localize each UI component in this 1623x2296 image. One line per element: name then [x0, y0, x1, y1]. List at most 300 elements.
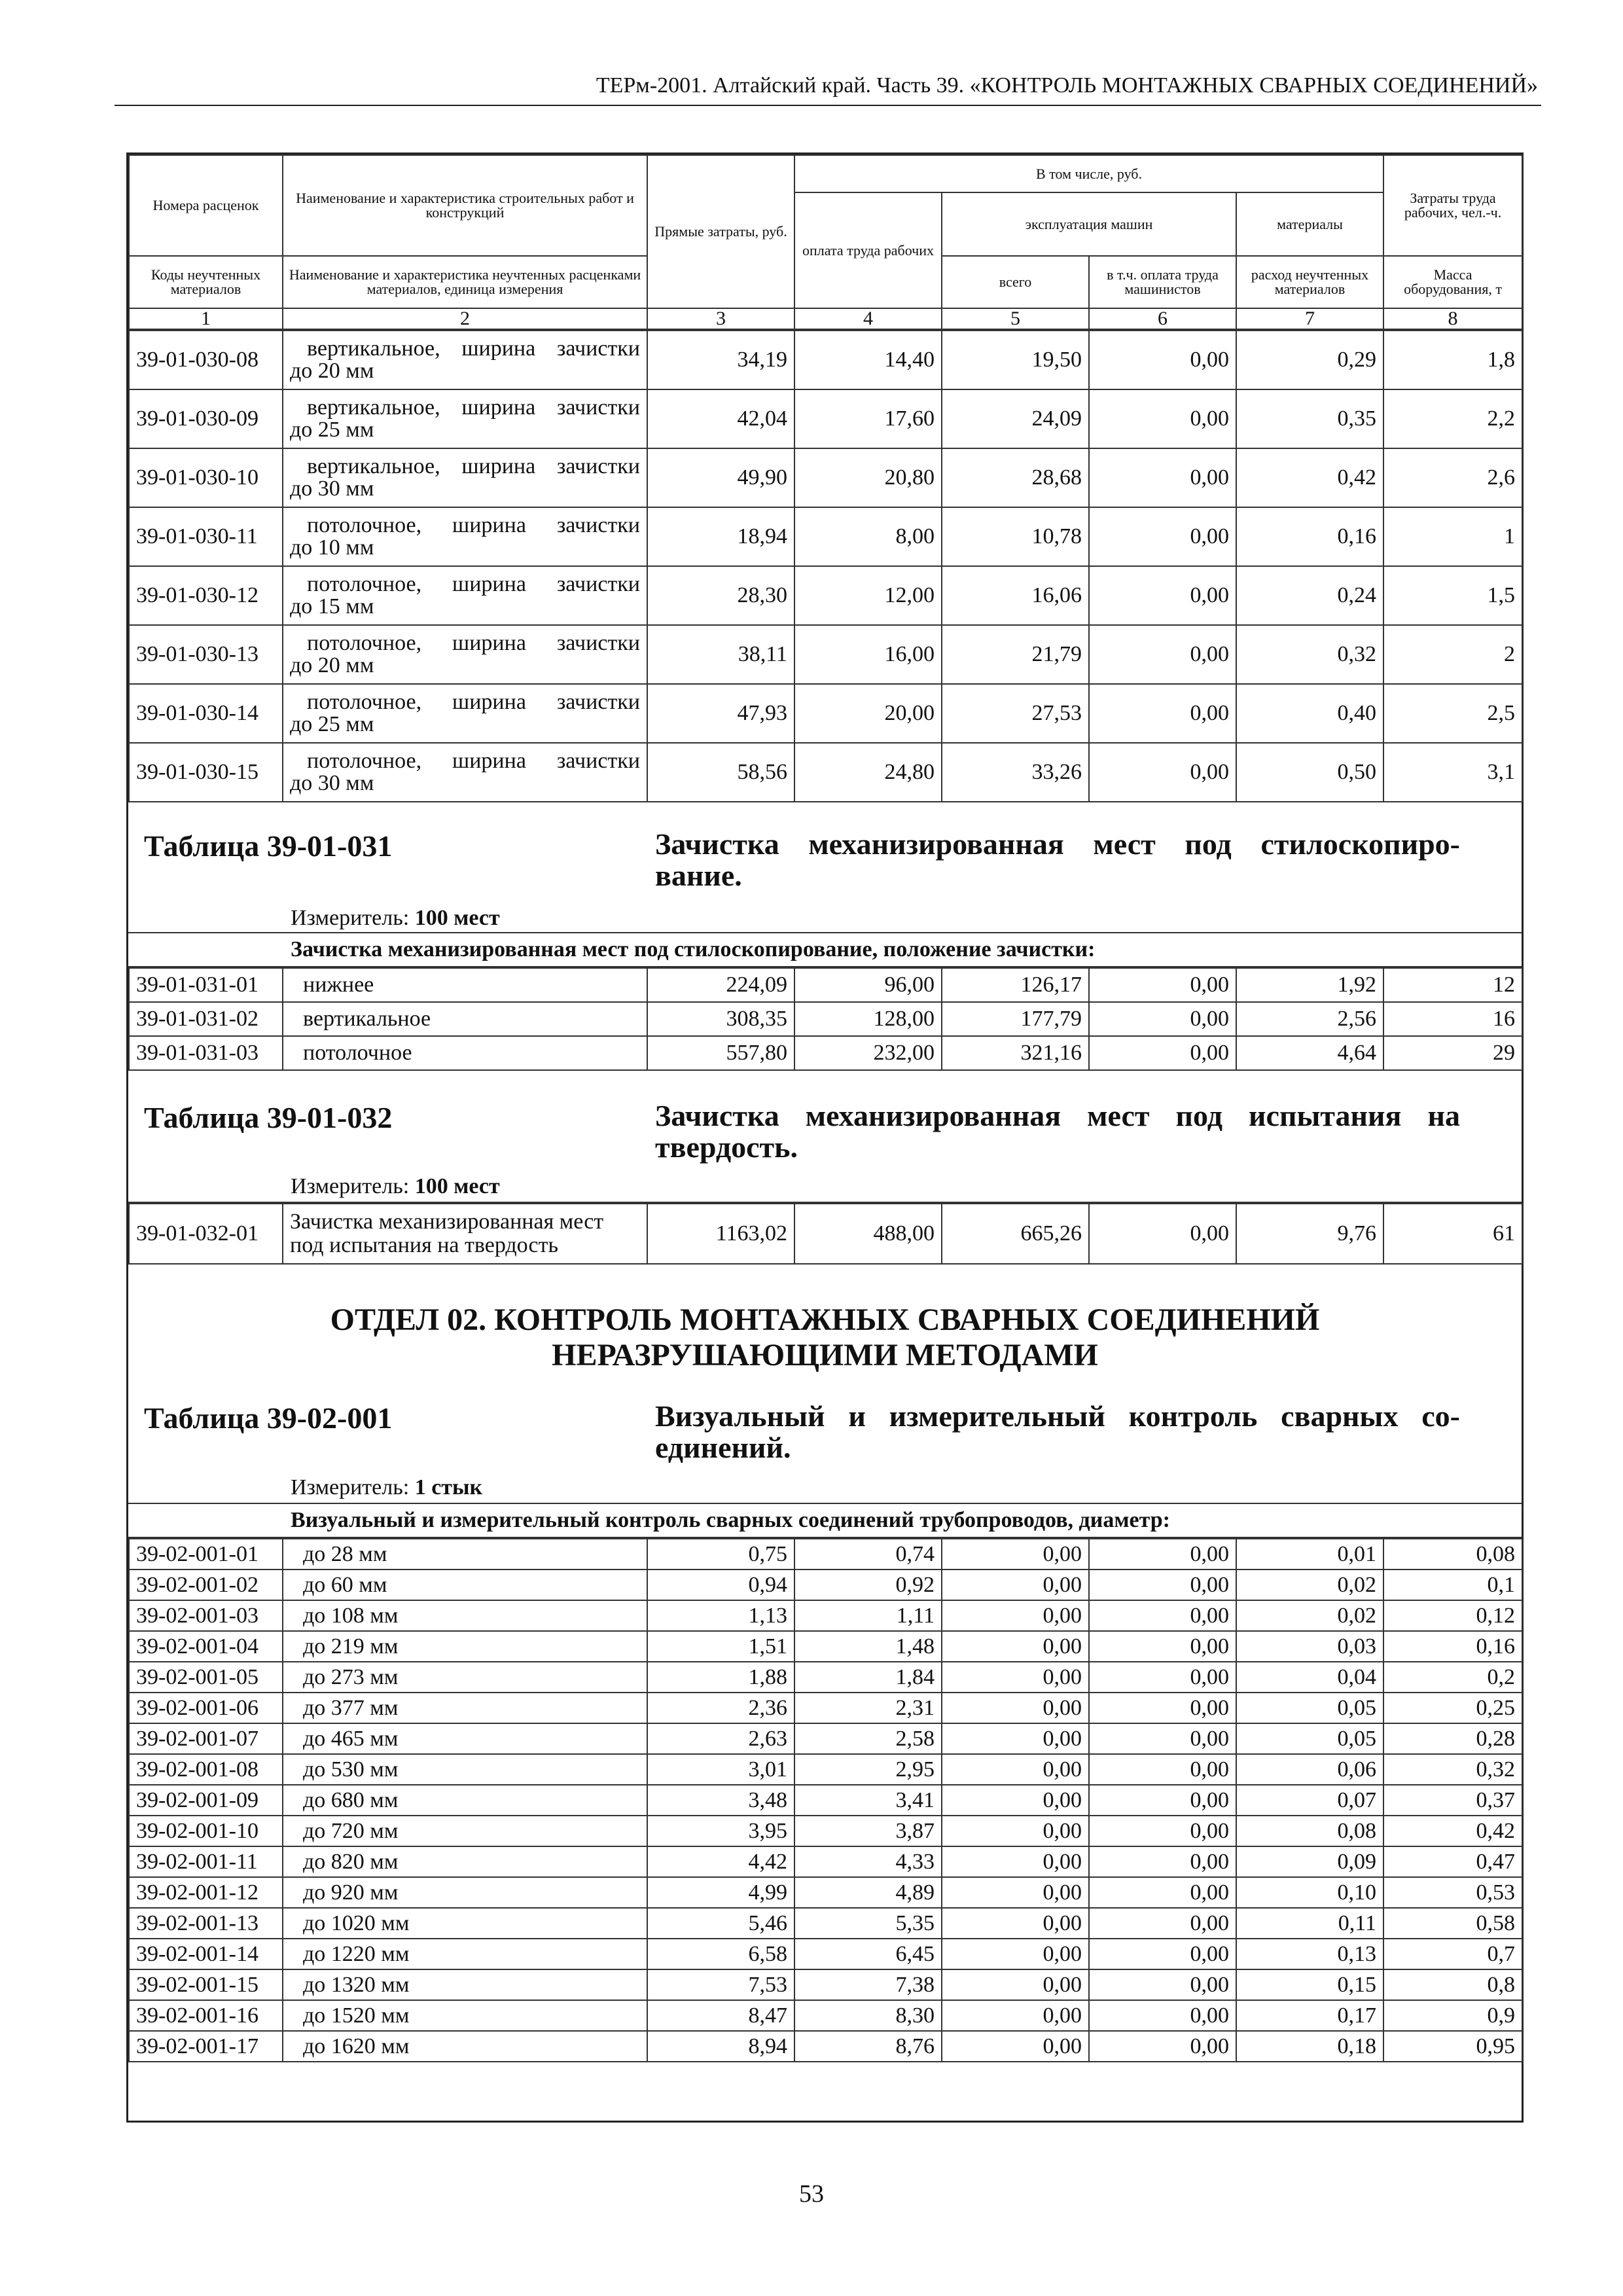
materials-consumption: 0,02 [1236, 1570, 1383, 1600]
table-row [129, 1570, 1522, 1600]
rate-description [283, 566, 647, 625]
labor-costs: 0,42 [1383, 1816, 1522, 1846]
table-row [129, 566, 1522, 625]
machines-total: 0,00 [942, 2031, 1089, 2062]
table-row [129, 507, 1522, 566]
worker-pay: 16,00 [794, 625, 942, 684]
machines-total: 21,79 [942, 625, 1089, 684]
rate-description: до 1320 мм [283, 1969, 647, 2000]
worker-pay: 3,41 [794, 1785, 942, 1816]
worker-pay: 8,00 [794, 507, 942, 566]
rate-code: 39-01-030-14 [129, 684, 283, 743]
machinist-pay: 0,00 [1089, 1908, 1236, 1939]
rate-code: 39-02-001-10 [129, 1816, 283, 1846]
machinist-pay: 0,00 [1089, 1570, 1236, 1600]
header-materials: материалы [1236, 192, 1383, 256]
header-equipment-mass: Масса оборудования, т [1383, 256, 1522, 308]
materials-consumption: 0,11 [1236, 1908, 1383, 1939]
rate-description: до 219 мм [283, 1631, 647, 1662]
worker-pay: 17,60 [794, 389, 942, 448]
materials-consumption: 0,17 [1236, 2000, 1383, 2031]
worker-pay: 20,80 [794, 448, 942, 507]
rate-code: 39-01-030-15 [129, 743, 283, 802]
machines-total: 665,26 [942, 1204, 1089, 1264]
direct-costs: 7,53 [647, 1969, 794, 2000]
worker-pay: 3,87 [794, 1816, 942, 1846]
title-line: Зачистка механизированная мест под испытания на [655, 1099, 1460, 1132]
machinist-pay: 0,00 [1089, 566, 1236, 625]
labor-costs: 61 [1383, 1204, 1522, 1264]
section-title [128, 1302, 1522, 1373]
column-number: 6 [1089, 308, 1236, 329]
rate-code: 39-01-031-03 [129, 1036, 283, 1070]
table-row [129, 389, 1522, 448]
direct-costs: 4,99 [647, 1877, 794, 1908]
labor-costs: 0,8 [1383, 1969, 1522, 2000]
machines-total: 321,16 [942, 1036, 1089, 1070]
rate-description [283, 331, 647, 389]
materials-consumption: 0,08 [1236, 1816, 1383, 1846]
description-line: вертикальное, ширина зачистки [307, 454, 640, 478]
labor-costs: 0,9 [1383, 2000, 1522, 2031]
materials-consumption: 1,92 [1236, 968, 1383, 1002]
description-line: Зачистка механизированная мест [290, 1210, 604, 1234]
description-line: до 15 мм [290, 594, 374, 619]
machines-total: 27,53 [942, 684, 1089, 743]
machinist-pay: 0,00 [1089, 1204, 1236, 1264]
rate-code: 39-02-001-17 [129, 2031, 283, 2062]
rate-code: 39-01-030-08 [129, 331, 283, 389]
description-line: потолочное, ширина зачистки [307, 572, 640, 596]
worker-pay: 1,84 [794, 1662, 942, 1693]
materials-consumption: 0,50 [1236, 743, 1383, 802]
rate-code: 39-01-030-12 [129, 566, 283, 625]
labor-costs: 0,7 [1383, 1939, 1522, 1969]
materials-consumption: 0,15 [1236, 1969, 1383, 2000]
table-row [129, 1662, 1522, 1693]
rate-code: 39-02-001-11 [129, 1846, 283, 1877]
direct-costs: 557,80 [647, 1036, 794, 1070]
machinist-pay: 0,00 [1089, 625, 1236, 684]
direct-costs: 3,95 [647, 1816, 794, 1846]
description-line: до 10 мм [290, 535, 374, 560]
materials-consumption: 0,04 [1236, 1662, 1383, 1693]
worker-pay: 4,89 [794, 1877, 942, 1908]
machinist-pay: 0,00 [1089, 331, 1236, 389]
rate-description [283, 625, 647, 684]
direct-costs: 3,48 [647, 1785, 794, 1816]
rate-description: потолочное [283, 1036, 647, 1070]
header-rule [115, 105, 1541, 106]
header-machines-total: всего [942, 256, 1089, 308]
worker-pay: 2,95 [794, 1754, 942, 1785]
rate-description: до 820 мм [283, 1846, 647, 1877]
description-line: потолочное, ширина зачистки [307, 690, 640, 714]
worker-pay: 0,92 [794, 1570, 942, 1600]
table-row [129, 684, 1522, 743]
machines-total: 24,09 [942, 389, 1089, 448]
rates-table-031 [128, 967, 1523, 1071]
materials-consumption: 0,35 [1236, 389, 1383, 448]
column-number: 5 [942, 308, 1089, 329]
machinist-pay: 0,00 [1089, 1693, 1236, 1723]
rate-code: 39-02-001-05 [129, 1662, 283, 1693]
meter-prefix: Измеритель: [291, 906, 410, 930]
column-number: 1 [129, 308, 283, 329]
machines-total: 177,79 [942, 1002, 1089, 1036]
machines-total: 33,26 [942, 743, 1089, 802]
header-machinist-pay: в т.ч. оплата труда машинистов [1089, 256, 1236, 308]
materials-consumption: 9,76 [1236, 1204, 1383, 1264]
materials-consumption: 0,05 [1236, 1693, 1383, 1723]
labor-costs: 2,2 [1383, 389, 1522, 448]
rates-table-032 [128, 1203, 1523, 1265]
rate-code: 39-02-001-09 [129, 1785, 283, 1816]
rate-description: до 377 мм [283, 1693, 647, 1723]
labor-costs: 2,5 [1383, 684, 1522, 743]
labor-costs: 0,58 [1383, 1908, 1522, 1939]
machines-total: 0,00 [942, 1693, 1089, 1723]
materials-consumption: 0,02 [1236, 1600, 1383, 1631]
worker-pay: 488,00 [794, 1204, 942, 1264]
materials-consumption: 0,13 [1236, 1939, 1383, 1969]
column-number: 3 [647, 308, 794, 329]
header-material-codes: Коды неучтенных материалов [129, 256, 283, 308]
machines-total: 0,00 [942, 1969, 1089, 2000]
labor-costs: 0,16 [1383, 1631, 1522, 1662]
materials-consumption: 0,09 [1236, 1846, 1383, 1877]
title-line: твердость. [655, 1130, 798, 1164]
machines-total: 0,00 [942, 1785, 1089, 1816]
worker-pay: 1,48 [794, 1631, 942, 1662]
table-row [129, 1693, 1522, 1723]
page-frame [126, 152, 1524, 2123]
table-row [129, 1600, 1522, 1631]
machines-total: 16,06 [942, 566, 1089, 625]
table-row [129, 2031, 1522, 2062]
rate-description: до 920 мм [283, 1877, 647, 1908]
rate-description: до 1520 мм [283, 2000, 647, 2031]
table-row [129, 1816, 1522, 1846]
rate-code: 39-01-030-13 [129, 625, 283, 684]
machinist-pay: 0,00 [1089, 1846, 1236, 1877]
worker-pay: 4,33 [794, 1846, 942, 1877]
materials-consumption: 0,24 [1236, 566, 1383, 625]
table-row [129, 1631, 1522, 1662]
direct-costs: 28,30 [647, 566, 794, 625]
labor-costs: 12 [1383, 968, 1522, 1002]
machines-total: 0,00 [942, 1877, 1089, 1908]
machines-total: 10,78 [942, 507, 1089, 566]
machines-total: 0,00 [942, 1754, 1089, 1785]
description-line: потолочное, ширина зачистки [307, 749, 640, 773]
table-label: Таблица 39-02-001 [144, 1401, 393, 1435]
description-line: потолочное, ширина зачистки [307, 631, 640, 655]
rate-description [283, 507, 647, 566]
worker-pay: 6,45 [794, 1939, 942, 1969]
rate-code: 39-01-030-09 [129, 389, 283, 448]
machines-total: 28,68 [942, 448, 1089, 507]
title-line: единений. [655, 1431, 791, 1464]
machinist-pay: 0,00 [1089, 389, 1236, 448]
labor-costs: 0,25 [1383, 1693, 1522, 1723]
machines-total: 126,17 [942, 968, 1089, 1002]
column-number: 7 [1236, 308, 1383, 329]
rate-description: до 1020 мм [283, 1908, 647, 1939]
rate-code: 39-02-001-03 [129, 1600, 283, 1631]
rate-description [283, 684, 647, 743]
table-row [129, 1002, 1522, 1036]
labor-costs: 1,5 [1383, 566, 1522, 625]
labor-costs: 3,1 [1383, 743, 1522, 802]
header-direct-costs: Прямые затраты, руб. [647, 155, 794, 308]
table-label: Таблица 39-01-032 [144, 1101, 393, 1134]
rate-code: 39-02-001-12 [129, 1877, 283, 1908]
rate-code: 39-02-001-08 [129, 1754, 283, 1785]
labor-costs: 0,47 [1383, 1846, 1522, 1877]
rate-description [283, 389, 647, 448]
materials-consumption: 4,64 [1236, 1036, 1383, 1070]
materials-consumption: 2,56 [1236, 1002, 1383, 1036]
column-header-table [128, 154, 1523, 330]
running-header: ТЕРм-2001. Алтайский край. Часть 39. «КОНТРОЛЬ МОНТАЖНЫХ СВАРНЫХ СОЕДИНЕНИЙ» [596, 73, 1538, 98]
section-02-heading [128, 1265, 1522, 1504]
table-row [129, 2000, 1522, 2031]
worker-pay: 232,00 [794, 1036, 942, 1070]
materials-consumption: 0,10 [1236, 1877, 1383, 1908]
description-line: до 25 мм [290, 418, 374, 442]
machines-total: 0,00 [942, 1908, 1089, 1939]
meter-value: 1 стык [414, 1475, 483, 1499]
rate-code: 39-02-001-06 [129, 1693, 283, 1723]
worker-pay: 1,11 [794, 1600, 942, 1631]
labor-costs: 0,2 [1383, 1662, 1522, 1693]
worker-pay: 8,76 [794, 2031, 942, 2062]
direct-costs: 47,93 [647, 684, 794, 743]
title-line: Визуальный и измерительный контроль сварных со- [655, 1399, 1460, 1433]
direct-costs: 38,11 [647, 625, 794, 684]
worker-pay: 12,00 [794, 566, 942, 625]
materials-consumption: 0,16 [1236, 507, 1383, 566]
title-line: вание. [655, 859, 742, 892]
description-line: до 20 мм [290, 653, 374, 677]
rate-code: 39-02-001-04 [129, 1631, 283, 1662]
machinist-pay: 0,00 [1089, 448, 1236, 507]
machinist-pay: 0,00 [1089, 1877, 1236, 1908]
header-worker-pay: оплата труда рабочих [794, 192, 942, 308]
direct-costs: 42,04 [647, 389, 794, 448]
meter-prefix: Измеритель: [291, 1475, 410, 1499]
group-heading: Зачистка механизированная мест под стилоскопирование, положение зачистки: [128, 933, 1522, 967]
meter-value: 100 мест [414, 906, 500, 930]
table-row [129, 1723, 1522, 1754]
rates-table-030 [128, 330, 1523, 802]
table-031-heading [128, 802, 1522, 933]
direct-costs: 58,56 [647, 743, 794, 802]
machinist-pay: 0,00 [1089, 1631, 1236, 1662]
direct-costs: 1163,02 [647, 1204, 794, 1264]
direct-costs: 1,13 [647, 1600, 794, 1631]
description-line: под испытания на твердость [290, 1233, 558, 1257]
rate-code: 39-02-001-02 [129, 1570, 283, 1600]
group-heading: Визуальный и измерительный контроль сварных соединений трубопроводов, диаметр: [128, 1504, 1522, 1538]
labor-costs: 0,1 [1383, 1570, 1522, 1600]
section-title-line: ОТДЕЛ 02. КОНТРОЛЬ МОНТАЖНЫХ СВАРНЫХ СОЕДИНЕНИЙ [330, 1302, 1320, 1337]
table-row [129, 1204, 1522, 1264]
direct-costs: 8,94 [647, 2031, 794, 2062]
table-title [655, 1401, 1460, 1463]
table-row [129, 743, 1522, 802]
direct-costs: 6,58 [647, 1939, 794, 1969]
unit-of-measure [291, 1174, 500, 1199]
materials-consumption: 0,42 [1236, 448, 1383, 507]
description-line: потолочное, ширина зачистки [307, 513, 640, 537]
machinist-pay: 0,00 [1089, 1662, 1236, 1693]
table-row [129, 331, 1522, 389]
table-row [129, 1969, 1522, 2000]
rate-code: 39-02-001-07 [129, 1723, 283, 1754]
machinist-pay: 0,00 [1089, 1723, 1236, 1754]
direct-costs: 0,94 [647, 1570, 794, 1600]
materials-consumption: 0,03 [1236, 1631, 1383, 1662]
rows-030 [129, 331, 1522, 802]
rates-table-02-001 [128, 1538, 1523, 2062]
direct-costs: 2,63 [647, 1723, 794, 1754]
worker-pay: 20,00 [794, 684, 942, 743]
machines-total: 0,00 [942, 1846, 1089, 1877]
rate-code: 39-01-030-10 [129, 448, 283, 507]
labor-costs: 0,28 [1383, 1723, 1522, 1754]
header-materials-consumption: расход неучтенных материалов [1236, 256, 1383, 308]
rate-description: до 28 мм [283, 1539, 647, 1570]
table-row [129, 1785, 1522, 1816]
worker-pay: 8,30 [794, 2000, 942, 2031]
rate-description [283, 448, 647, 507]
header-material-names: Наименование и характеристика неучтенных расценками материалов, единица измерения [283, 256, 647, 308]
direct-costs: 224,09 [647, 968, 794, 1002]
table-row [129, 1846, 1522, 1877]
table-label: Таблица 39-01-031 [144, 829, 393, 863]
table-row [129, 448, 1522, 507]
section-title-line: НЕРАЗРУШАЮЩИМИ МЕТОДАМИ [552, 1338, 1098, 1372]
rate-description: до 720 мм [283, 1816, 647, 1846]
labor-costs: 2 [1383, 625, 1522, 684]
labor-costs: 0,32 [1383, 1754, 1522, 1785]
rate-code: 39-01-031-01 [129, 968, 283, 1002]
materials-consumption: 0,01 [1236, 1539, 1383, 1570]
labor-costs: 29 [1383, 1036, 1522, 1070]
machinist-pay: 0,00 [1089, 1036, 1236, 1070]
machines-total: 0,00 [942, 1570, 1089, 1600]
rows-02-001 [129, 1539, 1522, 2062]
machinist-pay: 0,00 [1089, 1600, 1236, 1631]
worker-pay: 96,00 [794, 968, 942, 1002]
meter-prefix: Измеритель: [291, 1174, 410, 1198]
machinist-pay: 0,00 [1089, 1969, 1236, 2000]
title-line: Зачистка механизированная мест под стилоскопиро- [655, 827, 1460, 861]
machines-total: 0,00 [942, 1723, 1089, 1754]
rate-code: 39-02-001-01 [129, 1539, 283, 1570]
description-line: вертикальное, ширина зачистки [307, 336, 640, 361]
header-including: В том числе, руб. [794, 155, 1383, 192]
rate-code: 39-02-001-16 [129, 2000, 283, 2031]
materials-consumption: 0,06 [1236, 1754, 1383, 1785]
rate-code: 39-01-031-02 [129, 1002, 283, 1036]
direct-costs: 308,35 [647, 1002, 794, 1036]
table-row [129, 968, 1522, 1002]
materials-consumption: 0,07 [1236, 1785, 1383, 1816]
table-032-heading [128, 1071, 1522, 1203]
machinist-pay: 0,00 [1089, 1002, 1236, 1036]
column-number: 4 [794, 308, 942, 329]
page-number: 53 [799, 2180, 824, 2208]
rate-code: 39-01-030-11 [129, 507, 283, 566]
rate-code: 39-02-001-14 [129, 1939, 283, 1969]
direct-costs: 2,36 [647, 1693, 794, 1723]
rate-description [283, 1204, 647, 1264]
machinist-pay: 0,00 [1089, 743, 1236, 802]
worker-pay: 0,74 [794, 1539, 942, 1570]
worker-pay: 7,38 [794, 1969, 942, 2000]
description-line: вертикальное, ширина зачистки [307, 395, 640, 420]
machinist-pay: 0,00 [1089, 2000, 1236, 2031]
table-title [655, 829, 1460, 891]
rate-description: до 1620 мм [283, 2031, 647, 2062]
header-machine-exploitation: эксплуатация машин [942, 192, 1236, 256]
worker-pay: 2,31 [794, 1693, 942, 1723]
direct-costs: 1,88 [647, 1662, 794, 1693]
machines-total: 0,00 [942, 1539, 1089, 1570]
table-row [129, 1754, 1522, 1785]
direct-costs: 3,01 [647, 1754, 794, 1785]
rate-code: 39-01-032-01 [129, 1204, 283, 1264]
labor-costs: 0,53 [1383, 1877, 1522, 1908]
unit-of-measure [291, 906, 500, 931]
rate-description: до 1220 мм [283, 1939, 647, 1969]
rate-description: до 530 мм [283, 1754, 647, 1785]
table-row [129, 1877, 1522, 1908]
labor-costs: 16 [1383, 1002, 1522, 1036]
machinist-pay: 0,00 [1089, 2031, 1236, 2062]
table-row [129, 1036, 1522, 1070]
labor-costs: 0,12 [1383, 1600, 1522, 1631]
materials-consumption: 0,29 [1236, 331, 1383, 389]
direct-costs: 0,75 [647, 1539, 794, 1570]
table-row [129, 1908, 1522, 1939]
worker-pay: 14,40 [794, 331, 942, 389]
machines-total: 0,00 [942, 1662, 1089, 1693]
machines-total: 0,00 [942, 1631, 1089, 1662]
direct-costs: 4,42 [647, 1846, 794, 1877]
materials-consumption: 0,40 [1236, 684, 1383, 743]
machinist-pay: 0,00 [1089, 1539, 1236, 1570]
machines-total: 0,00 [942, 2000, 1089, 2031]
worker-pay: 2,58 [794, 1723, 942, 1754]
table-row [129, 1539, 1522, 1570]
description-line: до 30 мм [290, 476, 374, 501]
rate-description: до 60 мм [283, 1570, 647, 1600]
machinist-pay: 0,00 [1089, 1816, 1236, 1846]
direct-costs: 18,94 [647, 507, 794, 566]
rate-description: нижнее [283, 968, 647, 1002]
rate-description [283, 743, 647, 802]
direct-costs: 34,19 [647, 331, 794, 389]
meter-value: 100 мест [414, 1174, 500, 1198]
table-title [655, 1100, 1460, 1163]
table-row [129, 625, 1522, 684]
direct-costs: 5,46 [647, 1908, 794, 1939]
rate-code: 39-02-001-13 [129, 1908, 283, 1939]
